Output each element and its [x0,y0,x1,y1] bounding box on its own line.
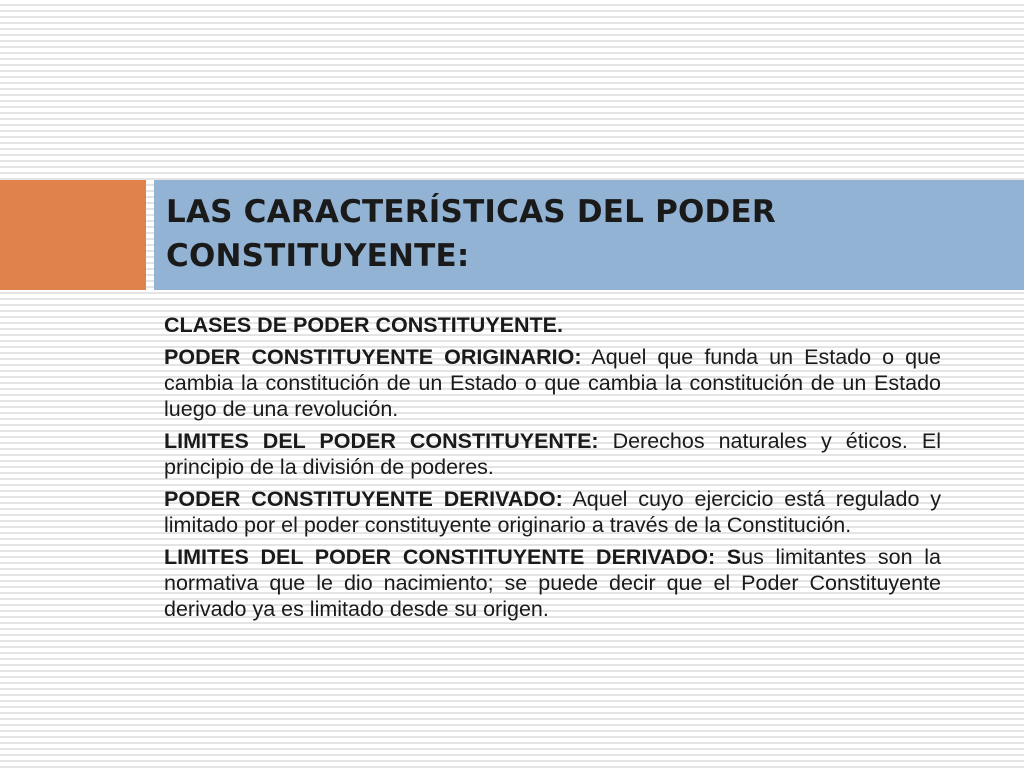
title-bar [154,180,1024,290]
paragraph-text: Aquel cuyo ejercicio está regulado y limitado por el poder constituyente originario a través de la Constitución. [164,487,942,537]
paragraph-text: Derechos naturales y éticos. El principio de la división de poderes. [164,429,941,479]
accent-block [0,180,146,290]
paragraph-lead: PODER CONSTITUYENTE DERIVADO: [164,487,563,511]
paragraph-limites-derivado [164,544,941,622]
paragraph-text: us limitantes son la normativa que le dio nacimiento; se puede decir que el Poder Constituyente derivado ya es limitado desde su origen. [164,545,941,621]
paragraph-lead: LIMITES DEL PODER CONSTITUYENTE: [164,429,599,453]
paragraph-lead: LIMITES DEL PODER CONSTITUYENTE DERIVADO: S [164,545,742,569]
paragraph-derivado [164,486,941,538]
slide-title: LAS CARACTERÍSTICAS DEL PODER CONSTITUYENTE: [166,194,776,274]
paragraph-lead: PODER CONSTITUYENTE ORIGINARIO: [164,345,582,369]
paragraph-originario [164,344,941,422]
paragraph-clases [164,312,941,338]
paragraph-lead: CLASES DE PODER CONSTITUYENTE. [164,313,563,337]
paragraph-limites [164,428,941,480]
slide-body [164,312,941,628]
paragraph-text: Aquel que funda un Estado o que cambia la constitución de un Estado o que cambia la constitución de un Estado luego de una revolución. [164,345,942,421]
